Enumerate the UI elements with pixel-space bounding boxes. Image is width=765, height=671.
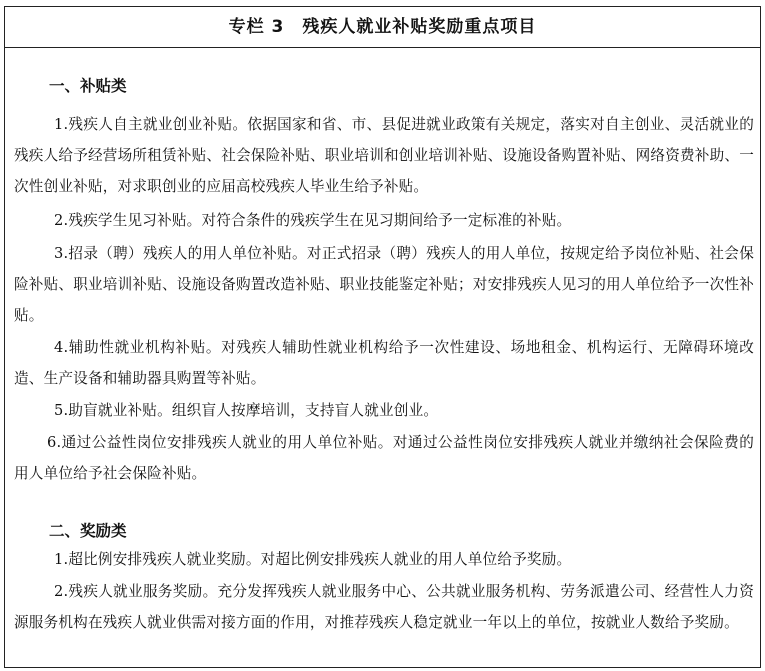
reward-item-1: 1.超比例安排残疾人就业奖励。对超比例安排残疾人就业的用人单位给予奖励。	[54, 551, 572, 568]
reward-item-2: 2.残疾人就业服务奖励。充分发挥残疾人就业服务中心、公共就业服务机构、劳务派遣公司、经营性人力资源服务机构在残疾人就业供需对接方面的作用，对推荐残疾人稳定就业一年以上的单位，按就业人数给予奖励。	[14, 583, 754, 631]
subsidy-item-6: 6.通过公益性岗位安排残疾人就业的用人单位补贴。对通过公益性岗位安排残疾人就业并缴纳社会保险费的用人单位给予社会保险补贴。	[14, 434, 754, 482]
feature-box	[4, 6, 761, 668]
box-title: 专栏 3 残疾人就业补贴奖励重点项目	[5, 7, 760, 48]
section-heading-subsidy: 一、补贴类	[49, 77, 127, 95]
subsidy-item-1: 1.残疾人自主就业创业补贴。依据国家和省、市、县促进就业政策有关规定，落实对自主创业、灵活就业的残疾人给予经营场所租赁补贴、社会保险补贴、职业培训和创业培训补贴、设施设备购置补贴、网络资费补助、一次性创业补贴，对求职创业的应届高校残疾人毕业生给予补贴。	[14, 116, 754, 195]
subsidy-item-3: 3.招录（聘）残疾人的用人单位补贴。对正式招录（聘）残疾人的用人单位，按规定给予岗位补贴、社会保险补贴、职业培训补贴、设施设备购置改造补贴、职业技能鉴定补贴；对安排残疾人见习的用人单位给予一次性补贴。	[14, 245, 754, 324]
box-content	[5, 48, 760, 667]
subsidy-item-5: 5.助盲就业补贴。组织盲人按摩培训，支持盲人就业创业。	[54, 402, 439, 419]
subsidy-item-4: 4.辅助性就业机构补贴。对残疾人辅助性就业机构给予一次性建设、场地租金、机构运行、无障碍环境改造、生产设备和辅助器具购置等补贴。	[14, 339, 754, 387]
section-heading-reward: 二、奖励类	[49, 522, 127, 540]
subsidy-item-2: 2.残疾学生见习补贴。对符合条件的残疾学生在见习期间给予一定标准的补贴。	[54, 212, 572, 229]
